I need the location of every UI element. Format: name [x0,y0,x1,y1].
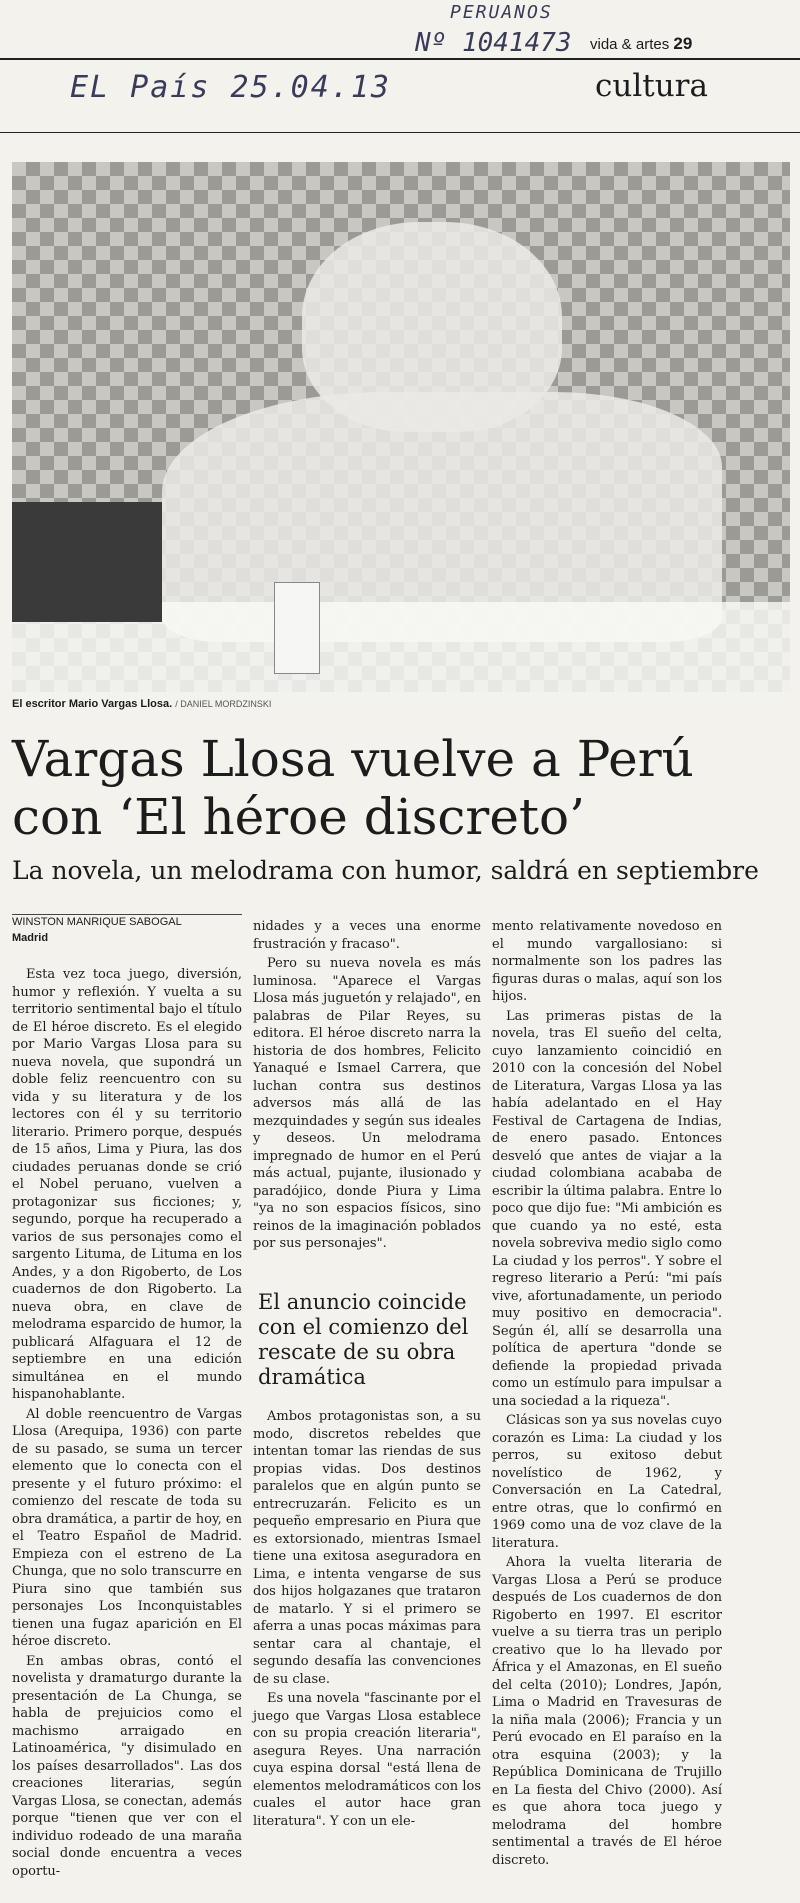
section-label: vida & artes [590,36,670,53]
paragraph: Es una novela "fascinante por el juego que Vargas Llosa establece con su propia creación literaria", asegura Reyes. Una narración cuya espina dorsal "está llena de elementos melodramáticos con los cuales el autor hace gran literatura". Y con un ele- [253,1691,481,1829]
article-subheadline: La novela, un melodrama con humor, saldrá en septiembre [12,856,759,885]
dateline: Madrid [12,932,49,944]
handwritten-note-top: PERUANOS [450,2,553,23]
header-rule [0,58,800,60]
article-column-3 [492,918,722,1871]
section-name: cultura [595,68,708,104]
handwritten-archive-number: Nº 1041473 [415,28,572,58]
article-column-1 [12,966,242,1882]
handwritten-date: EL País 25.04.13 [70,70,391,105]
photo-glass [274,582,320,674]
paragraph: Al doble reencuentro de Vargas Llosa (Arequipa, 1936) con parte de su pasado, se suma un tercer elemento que lo conecta con el presente y el futuro próximo: el comienzo del rescate de toda su obra dramática, a partir de hoy, en el Teatro Español de Madrid. Empieza con el estreno de La Chunga, que no solo transcurre en Piura sino que también sus personajes Los Inconquistables tienen una fugaz aparición en El héroe discreto. [12,1406,242,1649]
byline: WINSTON MANRIQUE SABOGAL [12,916,182,928]
photo-credit: / DANIEL MORDZINSKI [175,699,272,709]
photo-caption [12,698,271,710]
paragraph: Ambos protagonistas son, a su modo, discretos rebeldes que intentan tomar las riendas de sus propias vidas. Dos destinos paralelos que en algún punto se entrecruzarán. Felicito es un pequeño empresario en Piura que es extorsionado, mientras Ismael tiene una exitosa aseguradora en Lima, e intenta vengarse de sus dos hijos holgazanes que trataron de matarlo. Y si el primero se aferra a unas pocas máximas para sentar cara al chantaje, el segundo desafía las convenciones de su clase. [253,1409,481,1687]
paragraph: mento relativamente novedoso en el mundo vargallosiano: si normalmente son los padres las figuras duras o malas, aquí son los hijos. [492,919,722,1004]
article-column-2 [253,918,481,1255]
author-photo [12,162,790,692]
pull-quote: El anuncio coincide con el comienzo del rescate de su obra dramática [258,1290,469,1389]
photo-dark-area [12,502,162,622]
paragraph: En ambas obras, contó el novelista y dramaturgo durante la presentación de La Chunga, se habla de prejuicios como el machismo arraigado en Latinoamérica, "y disimulado en los países desarrollados". Las dos creaciones literarias, según Vargas Llosa, se conectan, además porque "tienen que ver con el individuo rodeado de una maraña social donde encuentra a veces oportu- [12,1653,242,1879]
article-headline: Vargas Llosa vuelve a Perú con ‘El héroe discreto’ [12,730,694,846]
byline-rule [12,914,242,915]
article-column-2-continued [253,1408,481,1832]
section-header [590,34,692,54]
caption-text: El escritor Mario Vargas Llosa. [12,698,173,710]
paragraph: Pero su nueva novela es más luminosa. "Aparece el Vargas Llosa más juguetón y relajado", en palabras de Pilar Reyes, su editora. El héroe discreto narra la historia de dos hombres, Felicito Yanaqué e Ismael Carrera, que luchan contra sus destinos adversos más allá de las mezquindades y según sus ideales y deseos. Un melodrama impregnado de humor en el Perú más actual, pujante, ilusionado y paradójico, donde Piura y Lima "ya no son espacios físicos, sino reinos de la imaginación poblados por sus personajes". [253,956,481,1251]
paragraph: Las primeras pistas de la novela, tras El sueño del celta, cuyo lanzamiento coincidió en 2010 con la concesión del Nobel de Literatura, Vargas Llosa ya las había adelantado en el Hay Festival de Cartagena de Indias, de enero pasado. Entonces desveló que antes de viajar a la ciudad colombiana acababa de escribir la última palabra. Entre lo poco que dijo fue: "Mi ambición es que cuando ya no esté, esta novela sobreviva medio siglo como La ciudad y los perros". Y sobre el regreso literario a Perú: "mi país vive, afortunadamente, un periodo muy positivo en democracia". Según él, allí se desarrolla una política de apertura "donde se defiende la propiedad privada como un estímulo para impulsar a una sociedad a la riqueza". [492,1008,722,1409]
paragraph: Ahora la vuelta literaria de Vargas Llosa a Perú se produce después de Los cuadernos de don Rigoberto en 1997. El escritor vuelve a su tierra tras un periplo creativo que lo ha llevado por África y el Amazonas, en El sueño del celta (2010); Londres, Japón, Lima o Madrid en Travesuras de la niña mala (2006); Francia y un Perú evocado en El paraíso en la otra esquina (2003); y la República Dominicana de Trujillo en La fiesta del Chivo (2000). Así es que ahora toca juego y melodrama del hombre sentimental a través de El héroe discreto. [492,1555,722,1868]
paragraph: Clásicas son ya sus novelas cuyo corazón es Lima: La ciudad y los perros, su exitoso debut novelístico de 1962, y Conversación en La Catedral, entre otras, que lo confirmó en 1969 como una de voz clave de la literatura. [492,1413,722,1551]
page-number: 29 [673,34,693,53]
section-rule [0,132,800,133]
paragraph: nidades y a veces una enorme frustración y fracaso". [253,919,481,952]
paragraph: Esta vez toca juego, diversión, humor y reflexión. Y vuelta a su territorio sentimental bajo el título de El héroe discreto. Es el elegido por Mario Vargas Llosa para su nueva novela, que supondrá un doble feliz reencuentro con su vida y su literatura y de los lectores con él y su territorio literario. Primero porque, después de 15 años, Lima y Piura, las dos ciudades peruanas donde se crió el Nobel peruano, vuelven a protagonizar sus ficciones; y, segundo, porque ha recuperado a varios de sus personajes como el sargento Lituma, de Lituma en los Andes, y a don Rigoberto, de Los cuadernos de don Rigoberto. La nueva obra, en clave de melodrama esparcido de humor, la publicará Alfaguara el 12 de septiembre en una edición simultánea en el mundo hispanohablante. [12,967,242,1402]
